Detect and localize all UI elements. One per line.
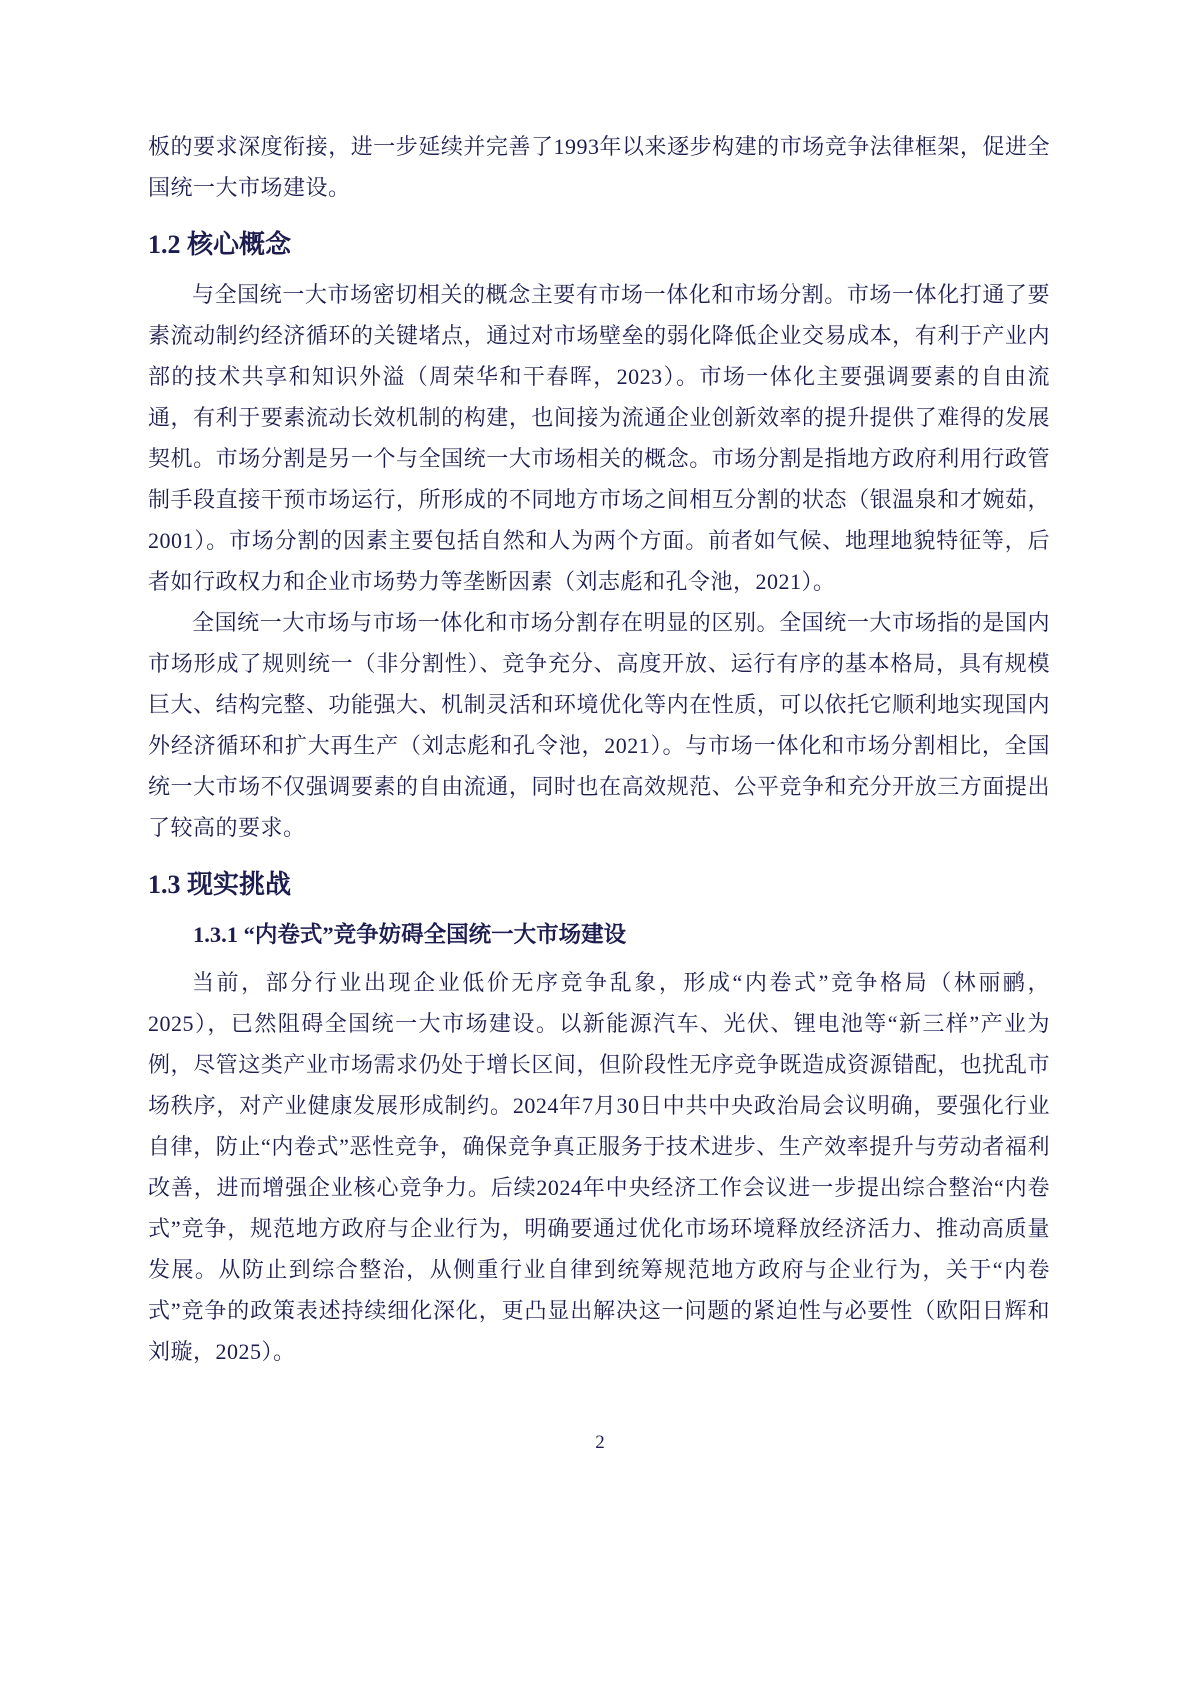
- paragraph-continuation: 板的要求深度衔接，进一步延续并完善了1993年以来逐步构建的市场竞争法律框架，促进全国统一大市场建设。: [148, 134, 1050, 200]
- section-heading-1-3: 1.3 现实挑战: [148, 870, 292, 899]
- paragraph-challenges-1: 当前，部分行业出现企业低价无序竞争乱象，形成“内卷式”竞争格局（林丽鹂，2025），已然阻碍全国统一大市场建设。以新能源汽车、光伏、锂电池等“新三样”产业为例，尽管这类产业市场需求仍处于增长区间，但阶段性无序竞争既造成资源错配，也扰乱市场秩序，对产业健康发展形成制约。2024年7月30日中共中央政治局会议明确，要强化行业自律，防止“内卷式”恶性竞争，确保竞争真正服务于技术进步、生产效率提升与劳动者福利改善，进而增强企业核心竞争力。后续2024年中央经济工作会议进一步提出综合整治“内卷式”竞争，规范地方政府与企业行为，明确要通过优化市场环境释放经济活力、推动高质量发展。从防止到综合整治，从侧重行业自律到统筹规范地方政府与企业行为，关于“内卷式”竞争的政策表述持续细化深化，更凸显出解决这一问题的紧迫性与必要性（欧阳日辉和刘璇，2025）。: [148, 970, 1050, 1364]
- page-number: 2: [595, 1432, 605, 1453]
- section-heading-1-2: 1.2 核心概念: [148, 230, 292, 259]
- subsection-heading-1-3-1: 1.3.1 “内卷式”竞争妨碍全国统一大市场建设: [193, 922, 627, 947]
- paragraph-core-concepts-2: 全国统一大市场与市场一体化和市场分割存在明显的区别。全国统一大市场指的是国内市场形成了规则统一（非分割性）、竞争充分、高度开放、运行有序的基本格局，具有规模巨大、结构完整、功能强大、机制灵活和环境优化等内在性质，可以依托它顺利地实现国内外经济循环和扩大再生产（刘志彪和孔令池，2021）。与市场一体化和市场分割相比，全国统一大市场不仅强调要素的自由流通，同时也在高效规范、公平竞争和充分开放三方面提出了较高的要求。: [148, 610, 1050, 840]
- paragraph-core-concepts-1: 与全国统一大市场密切相关的概念主要有市场一体化和市场分割。市场一体化打通了要素流动制约经济循环的关键堵点，通过对市场壁垒的弱化降低企业交易成本，有利于产业内部的技术共享和知识外溢（周荣华和干春晖，2023）。市场一体化主要强调要素的自由流通，有利于要素流动长效机制的构建，也间接为流通企业创新效率的提升提供了难得的发展契机。市场分割是另一个与全国统一大市场相关的概念。市场分割是指地方政府利用行政管制手段直接干预市场运行，所形成的不同地方市场之间相互分割的状态（银温泉和才婉茹，2001）。市场分割的因素主要包括自然和人为两个方面。前者如气候、地理地貌特征等，后者如行政权力和企业市场势力等垄断因素（刘志彪和孔令池，2021）。: [148, 282, 1050, 594]
